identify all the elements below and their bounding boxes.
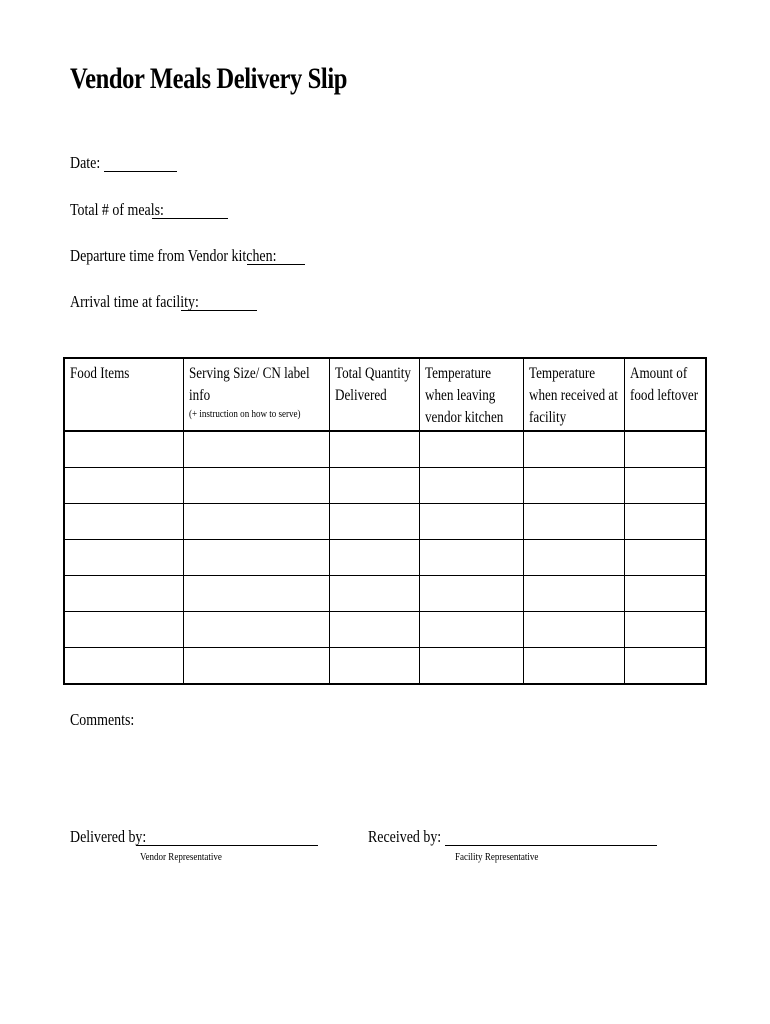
table-header-row [64, 358, 706, 431]
table-cell[interactable] [64, 612, 184, 648]
table-cell[interactable] [624, 467, 706, 503]
table-cell[interactable] [64, 540, 184, 576]
table-row [64, 648, 706, 684]
table-cell[interactable] [524, 540, 624, 576]
table-row [64, 431, 706, 467]
table-cell[interactable] [184, 467, 330, 503]
comments-label: Comments: [70, 710, 135, 729]
table-cell[interactable] [420, 540, 524, 576]
table-cell[interactable] [184, 431, 330, 467]
table-cell[interactable] [524, 612, 624, 648]
table-cell[interactable] [64, 467, 184, 503]
table-cell[interactable] [420, 576, 524, 612]
table-cell[interactable] [330, 648, 420, 684]
table-row [64, 576, 706, 612]
total-meals-blank-line[interactable] [152, 217, 228, 219]
header-amount-leftover: Amount of food leftover [624, 358, 706, 431]
table-cell[interactable] [420, 612, 524, 648]
table-row [64, 467, 706, 503]
table-cell[interactable] [624, 612, 706, 648]
table-cell[interactable] [524, 431, 624, 467]
table-cell[interactable] [184, 612, 330, 648]
delivered-by-label: Delivered by: [70, 827, 147, 846]
table-cell[interactable] [330, 612, 420, 648]
header-food-items: Food Items [64, 358, 184, 431]
date-blank-line[interactable] [104, 170, 177, 172]
table-cell[interactable] [184, 576, 330, 612]
table-cell[interactable] [330, 576, 420, 612]
received-by-signature-line[interactable] [445, 844, 657, 846]
departure-time-label: Departure time from Vendor kitchen: [70, 246, 277, 265]
table-cell[interactable] [330, 467, 420, 503]
table-cell[interactable] [330, 503, 420, 539]
delivered-by-signature-line[interactable] [136, 844, 318, 846]
table-cell[interactable] [420, 431, 524, 467]
header-total-quantity: Total Quantity Delivered [330, 358, 420, 431]
header-temp-received: Temperature when received at facility [524, 358, 624, 431]
table-cell[interactable] [64, 576, 184, 612]
total-meals-label: Total # of meals: [70, 200, 164, 219]
table-cell[interactable] [64, 503, 184, 539]
table-cell[interactable] [64, 648, 184, 684]
table-cell[interactable] [184, 503, 330, 539]
facility-representative-caption: Facility Representative [455, 851, 539, 863]
departure-time-blank-line[interactable] [247, 263, 305, 265]
table-cell[interactable] [420, 648, 524, 684]
document-title: Vendor Meals Delivery Slip [70, 62, 348, 95]
table-cell[interactable] [184, 648, 330, 684]
table-cell[interactable] [420, 467, 524, 503]
table-row [64, 503, 706, 539]
table-cell[interactable] [624, 503, 706, 539]
table-cell[interactable] [420, 503, 524, 539]
table-cell[interactable] [524, 576, 624, 612]
date-label: Date: [70, 153, 101, 172]
date-field [70, 152, 107, 174]
table-cell[interactable] [524, 503, 624, 539]
table-row [64, 540, 706, 576]
table-cell[interactable] [524, 648, 624, 684]
header-temp-leaving: Temperature when leaving vendor kitchen [420, 358, 524, 431]
header-serving-size-note: (+ instruction on how to serve) [189, 408, 301, 420]
table-row [64, 612, 706, 648]
table-cell[interactable] [64, 431, 184, 467]
table-cell[interactable] [624, 648, 706, 684]
table-cell[interactable] [624, 540, 706, 576]
table-cell[interactable] [184, 540, 330, 576]
table-cell[interactable] [524, 467, 624, 503]
table-cell[interactable] [330, 540, 420, 576]
vendor-representative-caption: Vendor Representative [140, 851, 222, 863]
arrival-time-label: Arrival time at facility: [70, 292, 199, 311]
table-cell[interactable] [624, 431, 706, 467]
arrival-time-blank-line[interactable] [181, 309, 257, 311]
header-serving-size: Serving Size/ CN label info (+ instruction on how to serve) [184, 358, 330, 431]
table-cell[interactable] [624, 576, 706, 612]
delivery-table [63, 357, 707, 685]
received-by-label: Received by: [368, 827, 442, 846]
table-cell[interactable] [330, 431, 420, 467]
